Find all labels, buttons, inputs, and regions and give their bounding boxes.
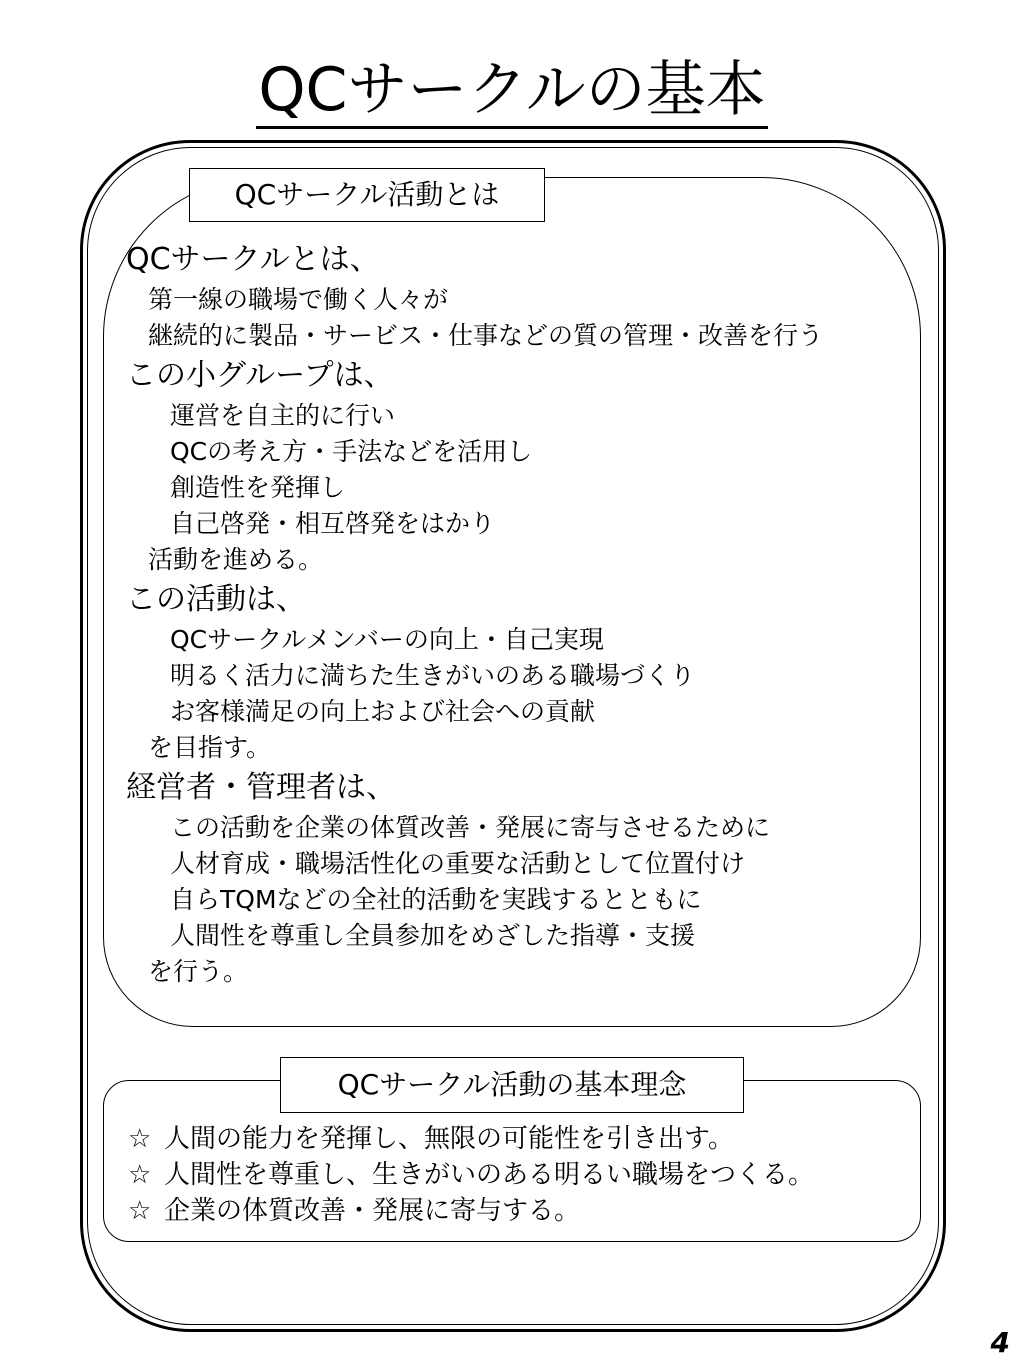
definition-line: 創造性を発揮し [170, 473, 346, 502]
definition-heading: 経営者・管理者は、 [126, 770, 396, 805]
definition-line: QCの考え方・手法などを活用し [170, 437, 533, 466]
definition-text [126, 238, 916, 990]
page-number: 4 [990, 1326, 1010, 1359]
definition-heading: この活動は、 [126, 582, 306, 617]
definition-line: を目指す。 [148, 733, 272, 762]
definition-label: QCサークル活動とは [189, 168, 545, 222]
definition-line: この活動を企業の体質改善・発展に寄与させるために [170, 813, 771, 842]
page-title [0, 52, 1024, 128]
star-icon: ☆ [128, 1196, 152, 1226]
definition-line: 継続的に製品・サービス・仕事などの質の管理・改善を行う [148, 321, 824, 350]
definition-line: お客様満足の向上および社会への貢献 [170, 697, 596, 726]
principle-item [128, 1157, 918, 1193]
definition-line: を行う。 [148, 957, 249, 986]
principle-item [128, 1193, 918, 1229]
definition-line: 第一線の職場で働く人々が [148, 285, 449, 314]
definition-line: 明るく活力に満ちた生きがいのある職場づくり [170, 661, 696, 690]
star-icon: ☆ [128, 1124, 152, 1154]
definition-heading: QCサークルとは、 [126, 242, 380, 277]
principle-text: 企業の体質改善・発展に寄与する。 [164, 1196, 581, 1226]
definition-line: 活動を進める。 [148, 545, 324, 574]
definition-line: 自己啓発・相互啓発をはかり [170, 509, 496, 538]
definition-line: 自らTQMなどの全社的活動を実践するとともに [170, 885, 702, 914]
principles-label: QCサークル活動の基本理念 [280, 1057, 744, 1113]
definition-line: 人材育成・職場活性化の重要な活動として位置付け [170, 849, 746, 878]
definition-line: 運営を自主的に行い [170, 401, 396, 430]
star-icon: ☆ [128, 1160, 152, 1190]
page-title-text: QCサークルの基本 [256, 55, 767, 129]
principles-list [128, 1121, 918, 1229]
principle-text: 人間の能力を発揮し、無限の可能性を引き出す。 [164, 1124, 734, 1154]
principle-item [128, 1121, 918, 1157]
definition-heading: この小グループは、 [126, 358, 394, 393]
principle-text: 人間性を尊重し、生きがいのある明るい職場をつくる。 [164, 1160, 815, 1190]
definition-line: 人間性を尊重し全員参加をめざした指導・支援 [170, 921, 696, 950]
definition-line: QCサークルメンバーの向上・自己実現 [170, 625, 604, 654]
